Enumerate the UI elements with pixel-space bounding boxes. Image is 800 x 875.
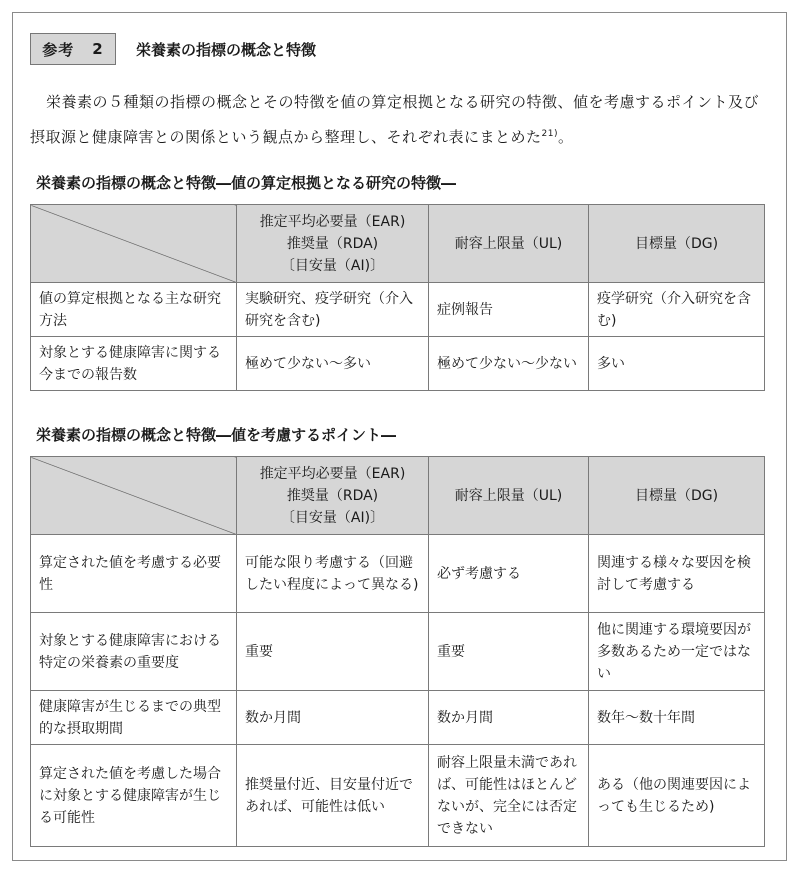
cell-ear: 数か月間 xyxy=(237,691,429,745)
cell-ear: 推奨量付近、目安量付近であれば、可能性は低い xyxy=(237,745,429,847)
table-row xyxy=(31,613,765,691)
cell-ul: 耐容上限量未満であれば、可能性はほとんどないが、完全には否定できない xyxy=(429,745,589,847)
cell-ear: 重要 xyxy=(237,613,429,691)
badge-number: 2 xyxy=(92,40,104,58)
cell-ear: 可能な限り考慮する（回避したい程度によって異なる) xyxy=(237,535,429,613)
badge-label: 参考 xyxy=(42,40,75,59)
table-row xyxy=(31,337,765,391)
cell-dg: 疫学研究（介入研究を含む) xyxy=(589,283,765,337)
cell-ul: 症例報告 xyxy=(429,283,589,337)
header-rda-line: 推奨量（RDA) xyxy=(286,487,379,504)
intro-paragraph xyxy=(30,86,774,153)
cell-ear: 実験研究、疫学研究（介入研究を含む) xyxy=(237,283,429,337)
section-title: 栄養素の指標の概念と特徴 xyxy=(136,40,317,59)
cell-dg: ある（他の関連要因によっても生じるため) xyxy=(589,745,765,847)
table1-header-row xyxy=(31,205,765,283)
table1-corner xyxy=(31,205,237,283)
cell-ear: 極めて少ない〜多い xyxy=(237,337,429,391)
row-label: 値の算定根拠となる主な研究方法 xyxy=(31,283,237,337)
table1-header-dg: 目標量（DG) xyxy=(589,205,765,283)
row-label: 健康障害が生じるまでの典型的な摂取期間 xyxy=(31,691,237,745)
header-ear-line: 推定平均必要量（EAR) xyxy=(259,213,406,230)
table2-corner xyxy=(31,457,237,535)
row-label: 算定された値を考慮した場合に対象とする健康障害が生じる可能性 xyxy=(31,745,237,847)
table2-header-row xyxy=(31,457,765,535)
table-row xyxy=(31,283,765,337)
table2 xyxy=(30,456,765,847)
cell-dg: 数年〜数十年間 xyxy=(589,691,765,745)
table2-title: 栄養素の指標の概念と特徴―値を考慮するポイント― xyxy=(36,426,397,444)
cell-ul: 必ず考慮する xyxy=(429,535,589,613)
table2-header-ear xyxy=(237,457,429,535)
intro-text: 栄養素の５種類の指標の概念とその特徴を値の算定根拠となる研究の特徴、値を考慮するポイント及び摂取源と健康障害との関係という観点から整理し、それぞれ表にまとめた xyxy=(30,93,760,146)
table1 xyxy=(30,204,765,391)
header-ai-line: 〔目安量（AI)〕 xyxy=(280,509,385,526)
cell-ul: 数か月間 xyxy=(429,691,589,745)
header-rda-line: 推奨量（RDA) xyxy=(286,235,379,252)
cell-dg: 多い xyxy=(589,337,765,391)
table1-title: 栄養素の指標の概念と特徴―値の算定根拠となる研究の特徴― xyxy=(36,174,457,192)
row-label: 対象とする健康障害に関する今までの報告数 xyxy=(31,337,237,391)
table-row xyxy=(31,745,765,847)
table2-header-ul: 耐容上限量（UL) xyxy=(429,457,589,535)
cell-ul: 極めて少ない〜少ない xyxy=(429,337,589,391)
intro-end: 。 xyxy=(557,128,574,146)
header-ai-line: 〔目安量（AI)〕 xyxy=(280,257,385,274)
cell-dg: 他に関連する環境要因が多数あるため一定ではない xyxy=(589,613,765,691)
table2-header-dg: 目標量（DG) xyxy=(589,457,765,535)
cell-dg: 関連する様々な要因を検討して考慮する xyxy=(589,535,765,613)
table-row xyxy=(31,535,765,613)
table1-header-ear xyxy=(237,205,429,283)
row-label: 算定された値を考慮する必要性 xyxy=(31,535,237,613)
table-row xyxy=(31,691,765,745)
header-ear-line: 推定平均必要量（EAR) xyxy=(259,465,406,482)
row-label: 対象とする健康障害における特定の栄養素の重要度 xyxy=(31,613,237,691)
section-header xyxy=(30,32,316,66)
reference-badge xyxy=(30,33,116,65)
table1-header-ul: 耐容上限量（UL) xyxy=(429,205,589,283)
intro-ref: 21) xyxy=(541,129,558,139)
cell-ul: 重要 xyxy=(429,613,589,691)
